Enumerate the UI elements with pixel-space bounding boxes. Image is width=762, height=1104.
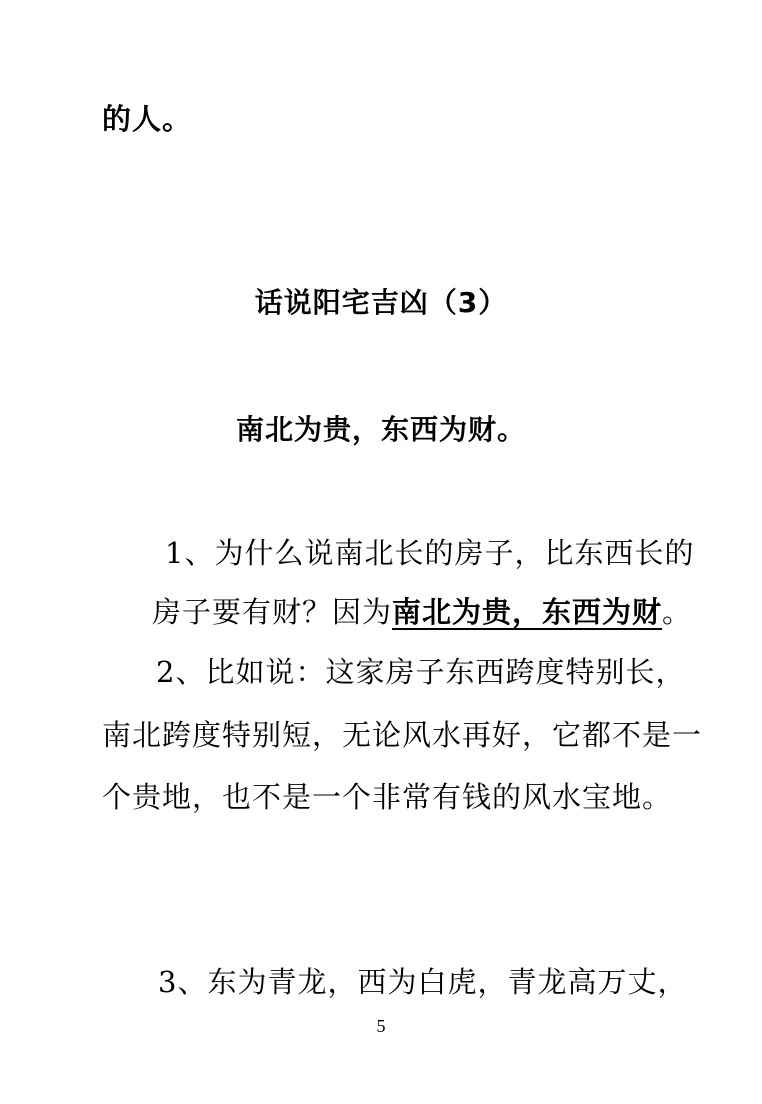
paragraph-2-line-3: 个贵地，也不是一个非常有钱的风水宝地。 bbox=[102, 780, 673, 814]
paragraph-1-line-2 bbox=[152, 592, 692, 632]
paragraph-1-line-2-suffix: 。 bbox=[662, 595, 693, 629]
continuation-line: 的人。 bbox=[102, 102, 193, 136]
section-heading: 话说阳宅吉凶（3） bbox=[254, 286, 508, 319]
page-number: 5 bbox=[376, 1016, 386, 1036]
paragraph-3-line-1: 3、东为青龙，西为白虎，青龙高万丈， bbox=[158, 965, 688, 999]
paragraph-2-line-2: 南北跨度特别短，无论风水再好，它都不是一 bbox=[102, 718, 703, 752]
paragraph-2-line-1: 2、比如说：这家房子东西跨度特别长， bbox=[156, 655, 686, 689]
paragraph-1-line-1: 1、为什么说南北长的房子，比东西长的 bbox=[165, 536, 695, 570]
section-subheading: 南北为贵，东西为财。 bbox=[235, 413, 526, 446]
emphasis-phrase: 南北为贵，东西为财 bbox=[392, 595, 663, 629]
paragraph-1-line-2-prefix: 房子要有财？因为 bbox=[152, 595, 393, 629]
